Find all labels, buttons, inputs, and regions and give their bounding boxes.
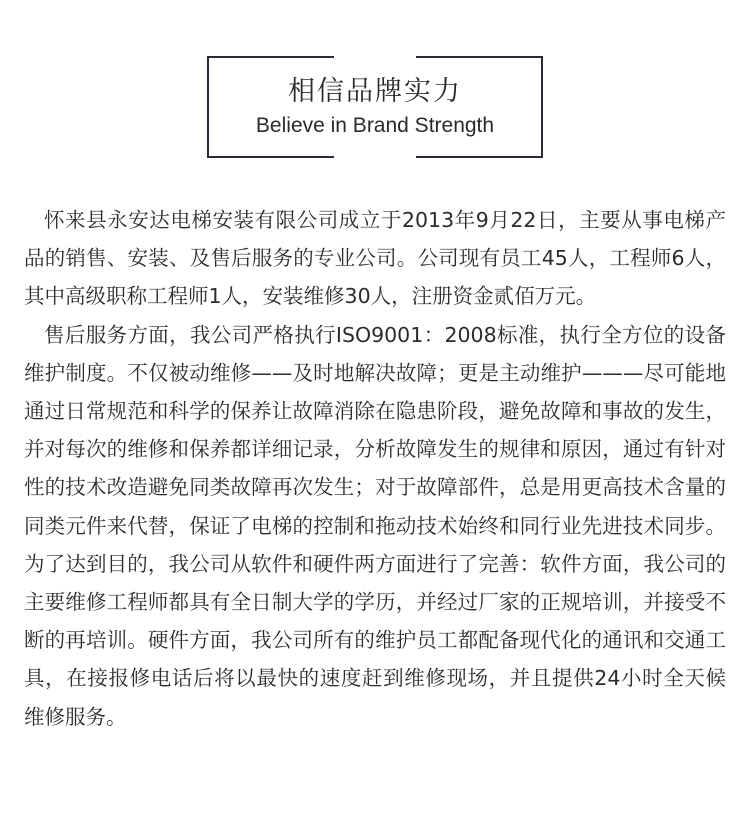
- frame-bottom-left-edge: [207, 156, 334, 158]
- title-frame: [207, 56, 543, 158]
- paragraph-after-sales-service: 售后服务方面，我公司严格执行ISO9001：2008标准，执行全方位的设备维护制度。不仅被动维修——及时地解决故障；更是主动维护———尽可能地通过日常规范和科学的保养让故障消除在隐患阶段，避免故障和事故的发生，并对每次的维修和保养都详细记录，分析故障发生的规律和原因，通过有针对性的技术改造避免同类故障再次发生；对于故障部件，总是用更高技术含量的同类元件来代替，保证了电梯的控制和拖动技术始终和同行业先进技术同步。为了达到目的，我公司从软件和硬件两方面进行了完善：软件方面，我公司的主要维修工程师都具有全日制大学的学历，并经过厂家的正规培训，并接受不断的再培训。硬件方面，我公司所有的维护员工都配备现代化的通讯和交通工具，在接报修电话后将以最快的速度赶到维修现场，并且提供24小时全天候维修服务。: [24, 322, 726, 729]
- paragraph-company-intro: 怀来县永安达电梯安装有限公司成立于2013年9月22日，主要从事电梯产品的销售、安装、及售后服务的专业公司。公司现有员工45人，工程师6人，其中高级职称工程师1人，安装维修30人，注册资金贰佰万元。: [24, 208, 726, 309]
- company-description: [24, 201, 726, 736]
- title-chinese: 相信品牌实力: [288, 76, 462, 107]
- title-english: Believe in Brand Strength: [255, 114, 495, 137]
- frame-top-left-edge: [207, 56, 334, 58]
- frame-top-right-edge: [416, 56, 543, 58]
- frame-bottom-right-edge: [416, 156, 543, 158]
